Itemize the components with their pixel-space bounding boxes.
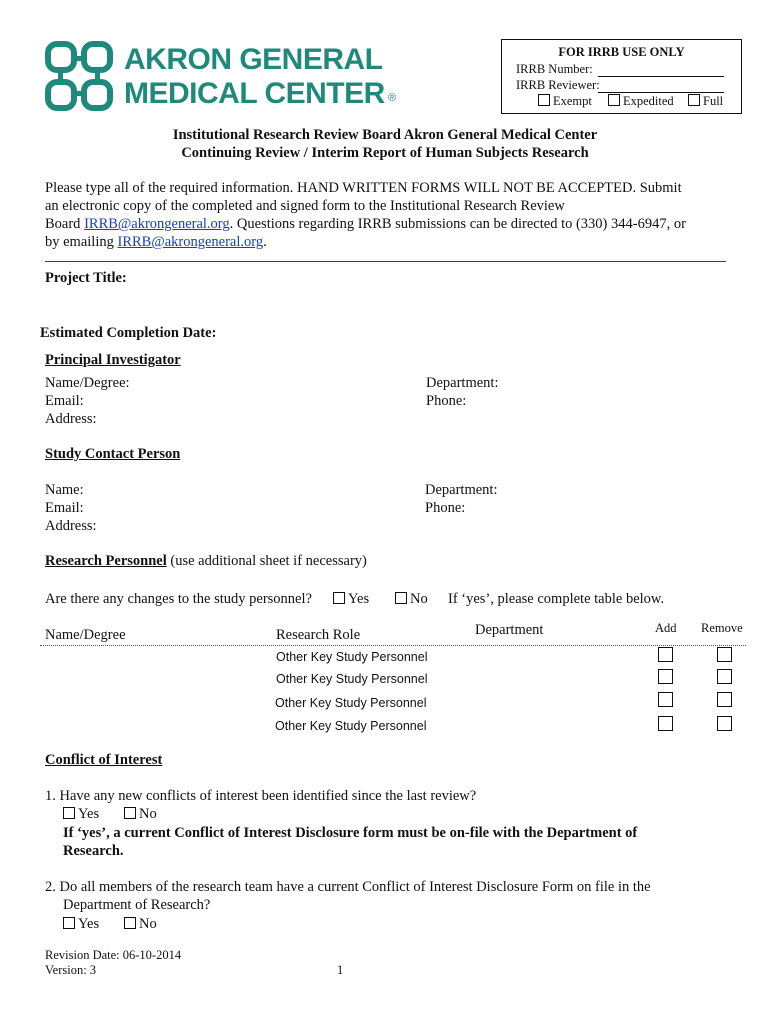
irrb-email-link[interactable]: IRRB@akrongeneral.org xyxy=(84,216,230,232)
irrb-number-field[interactable] xyxy=(598,76,724,77)
expedited-label: Expedited xyxy=(623,94,674,108)
coi-q1-no-option[interactable] xyxy=(124,806,157,823)
page-number: 1 xyxy=(337,963,344,977)
personnel-yes-option[interactable] xyxy=(333,591,369,608)
col-department: Department xyxy=(475,622,544,638)
irrb-reviewer-field[interactable] xyxy=(598,92,724,93)
personnel-no-label: No xyxy=(410,591,428,607)
sc-phone-label: Phone: xyxy=(425,500,466,516)
instructions-line-4 xyxy=(45,234,267,251)
akron-general-logo-icon xyxy=(44,40,114,112)
coi-q2-yes-checkbox[interactable] xyxy=(63,917,75,929)
irrb-number-label: IRRB Number: xyxy=(516,62,593,76)
personnel-no-checkbox[interactable] xyxy=(395,592,407,604)
exempt-checkbox[interactable] xyxy=(538,94,550,106)
coi-q2-no-label: No xyxy=(139,916,157,932)
remove-checkbox[interactable] xyxy=(717,647,732,662)
coi-q1-no-checkbox[interactable] xyxy=(124,807,136,819)
instructions-text: by emailing xyxy=(45,234,118,250)
coi-q2-no-option[interactable] xyxy=(124,916,157,933)
conflict-of-interest-heading: Conflict of Interest xyxy=(45,752,163,768)
coi-question-2-line-1: 2. Do all members of the research team have a current Conflict of Interest Disclosure Form on file in the xyxy=(45,879,651,895)
project-title-label: Project Title: xyxy=(45,270,127,286)
coi-q1-no-label: No xyxy=(139,806,157,822)
expedited-option[interactable] xyxy=(608,94,674,109)
completion-date-label: Estimated Completion Date: xyxy=(40,325,217,341)
sc-department-label: Department: xyxy=(425,482,498,498)
version-label: Version: 3 xyxy=(45,963,97,977)
table-row-role: Other Key Study Personnel xyxy=(275,696,427,710)
col-add: Add xyxy=(655,621,677,635)
instructions-text: Board xyxy=(45,216,85,232)
irrb-box-title: FOR IRRB USE ONLY xyxy=(558,45,685,59)
personnel-yes-label: Yes xyxy=(348,591,370,607)
instructions-text: . Questions regarding IRRB submissions can be directed to (330) 344-6947, or xyxy=(229,216,686,232)
table-row-role: Other Key Study Personnel xyxy=(275,719,427,733)
pi-phone-label: Phone: xyxy=(426,393,467,409)
remove-checkbox[interactable] xyxy=(717,669,732,684)
research-personnel-heading-line xyxy=(45,553,367,570)
research-personnel-note: (use additional sheet if necessary) xyxy=(166,553,367,569)
pi-address-label: Address: xyxy=(45,411,97,427)
instructions-line-3 xyxy=(45,216,686,233)
coi-q1-note-line-1: If ‘yes’, a current Conflict of Interest Disclosure form must be on-file with the Department of xyxy=(63,825,638,841)
col-name-degree: Name/Degree xyxy=(45,627,126,643)
logo-line-1: AKRON GENERAL xyxy=(124,43,383,76)
coi-q2-yes-option[interactable] xyxy=(63,916,99,933)
coi-question-1: 1. Have any new conflicts of interest been identified since the last review? xyxy=(45,788,477,804)
col-research-role: Research Role xyxy=(276,627,361,643)
logo-line-2: MEDICAL CENTER xyxy=(124,77,385,110)
study-contact-heading: Study Contact Person xyxy=(45,446,181,462)
form-title-line-1: Institutional Research Review Board Akron General Medical Center xyxy=(172,127,598,143)
coi-question-2-line-2: Department of Research? xyxy=(63,897,211,913)
irrb-use-box xyxy=(501,39,742,114)
add-checkbox[interactable] xyxy=(658,647,673,662)
coi-q1-yes-option[interactable] xyxy=(63,806,99,823)
instructions-line-1: Please type all of the required information. HAND WRITTEN FORMS WILL NOT BE ACCEPTED. Submit xyxy=(45,180,682,196)
exempt-label: Exempt xyxy=(553,94,592,108)
personnel-yes-checkbox[interactable] xyxy=(333,592,345,604)
pi-name-label: Name/Degree: xyxy=(45,375,130,391)
pi-department-label: Department: xyxy=(426,375,499,391)
instructions-text: . xyxy=(263,234,267,250)
table-row-role: Other Key Study Personnel xyxy=(276,650,428,664)
coi-q1-yes-checkbox[interactable] xyxy=(63,807,75,819)
revision-date: Revision Date: 06-10-2014 xyxy=(45,948,182,962)
add-checkbox[interactable] xyxy=(658,692,673,707)
sc-address-label: Address: xyxy=(45,518,97,534)
full-checkbox[interactable] xyxy=(688,94,700,106)
personnel-change-question: Are there any changes to the study personnel? xyxy=(45,591,312,607)
pi-email-label: Email: xyxy=(45,393,84,409)
table-row-role: Other Key Study Personnel xyxy=(276,672,428,686)
registered-mark: ® xyxy=(388,92,397,104)
irrb-email-link-2[interactable]: IRRB@akrongeneral.org xyxy=(117,234,264,250)
personnel-no-option[interactable] xyxy=(395,591,428,608)
research-personnel-heading: Research Personnel xyxy=(45,553,167,569)
add-checkbox[interactable] xyxy=(658,716,673,731)
full-option[interactable] xyxy=(688,94,723,109)
coi-q2-no-checkbox[interactable] xyxy=(124,917,136,929)
add-checkbox[interactable] xyxy=(658,669,673,684)
expedited-checkbox[interactable] xyxy=(608,94,620,106)
irrb-reviewer-label: IRRB Reviewer: xyxy=(516,78,600,92)
coi-q2-yes-label: Yes xyxy=(78,916,100,932)
sc-name-label: Name: xyxy=(45,482,84,498)
coi-q1-note-line-2: Research. xyxy=(63,843,124,859)
coi-q1-yes-label: Yes xyxy=(78,806,100,822)
principal-investigator-heading: Principal Investigator xyxy=(45,352,181,368)
sc-email-label: Email: xyxy=(45,500,84,516)
exempt-option[interactable] xyxy=(538,94,592,109)
divider xyxy=(45,261,726,262)
instructions-line-2: an electronic copy of the completed and signed form to the Institutional Research Review xyxy=(45,198,565,214)
full-label: Full xyxy=(703,94,724,108)
form-title-line-2: Continuing Review / Interim Report of Human Subjects Research xyxy=(181,145,589,161)
table-header-divider xyxy=(40,645,746,646)
col-remove: Remove xyxy=(701,621,743,635)
remove-checkbox[interactable] xyxy=(717,716,732,731)
remove-checkbox[interactable] xyxy=(717,692,732,707)
personnel-instruction: If ‘yes’, please complete table below. xyxy=(448,591,665,607)
